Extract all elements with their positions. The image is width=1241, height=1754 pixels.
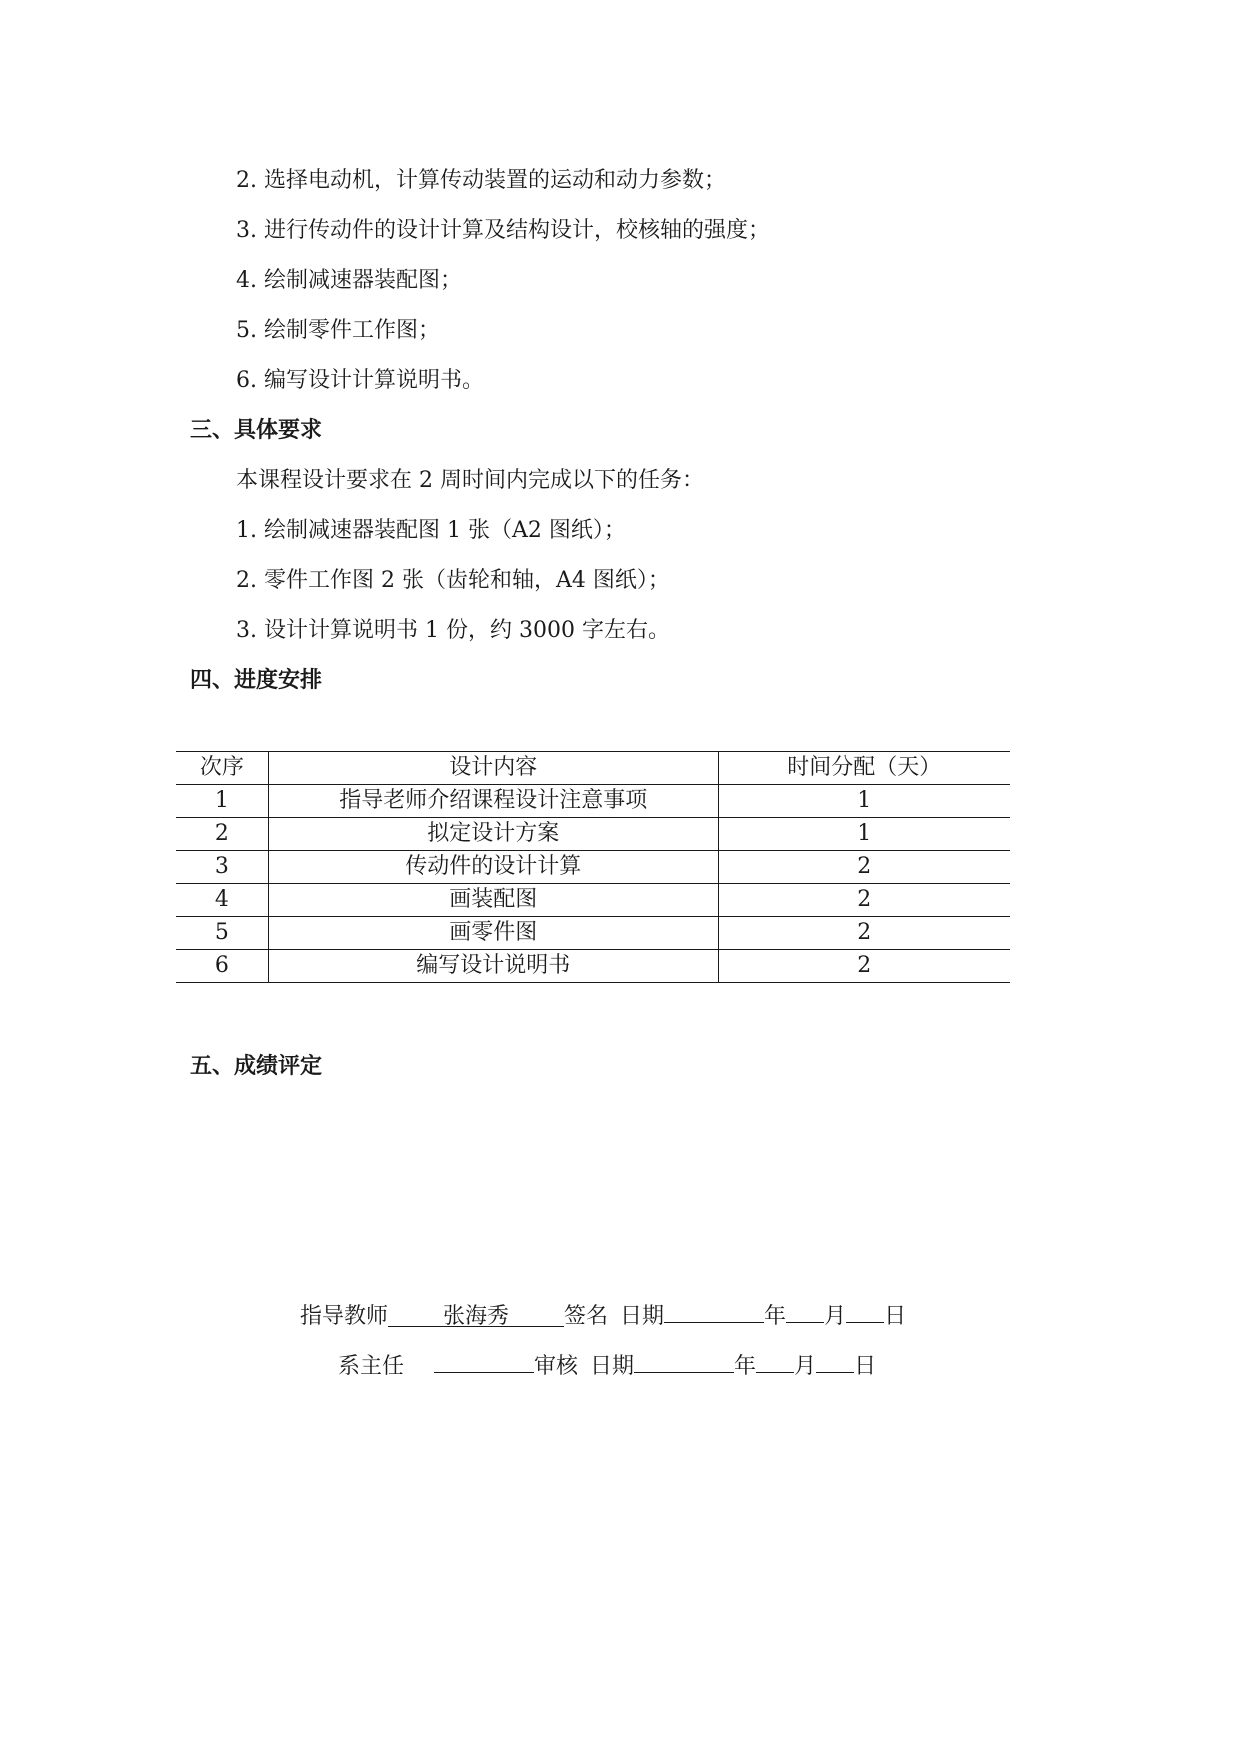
director-label: 系主任 <box>338 1354 405 1379</box>
section4-heading: 四、进度安排 <box>190 668 323 693</box>
teacher-date-label: 日期 <box>620 1304 665 1329</box>
header-content: 设计内容 <box>268 752 718 785</box>
section2-item-3: 3. 进行传动件的设计计算及结构设计，校核轴的强度； <box>236 218 770 243</box>
director-year-blank <box>634 1348 734 1373</box>
table-row <box>176 785 1010 818</box>
cell-seq: 5 <box>176 917 268 950</box>
cell-seq: 1 <box>176 785 268 818</box>
director-month-label: 月 <box>794 1354 817 1379</box>
director-day-label: 日 <box>854 1354 877 1379</box>
teacher-signature-line <box>300 1298 906 1332</box>
cell-seq: 4 <box>176 884 268 917</box>
header-days: 时间分配（天） <box>718 752 1010 785</box>
section2-item-2: 2. 选择电动机，计算传动装置的运动和动力参数； <box>236 168 726 193</box>
sign-label: 签名 <box>564 1304 609 1329</box>
teacher-day-label: 日 <box>884 1304 907 1329</box>
teacher-day-blank <box>846 1298 884 1323</box>
director-month-blank <box>756 1348 794 1373</box>
cell-seq: 2 <box>176 818 268 851</box>
cell-seq: 3 <box>176 851 268 884</box>
teacher-label: 指导教师 <box>300 1304 389 1329</box>
cell-content: 传动件的设计计算 <box>268 851 718 884</box>
teacher-name: 张海秀 <box>443 1304 510 1329</box>
table-row <box>176 950 1010 983</box>
teacher-year-label: 年 <box>764 1304 787 1329</box>
teacher-year-blank <box>664 1298 764 1323</box>
cell-days: 1 <box>718 785 1010 818</box>
cell-days: 1 <box>718 818 1010 851</box>
table-row <box>176 917 1010 950</box>
cell-days: 2 <box>718 851 1010 884</box>
teacher-month-label: 月 <box>824 1304 847 1329</box>
director-signature-line <box>338 1348 876 1382</box>
table-row <box>176 851 1010 884</box>
schedule-table <box>176 751 1010 983</box>
cell-content: 编写设计说明书 <box>268 950 718 983</box>
table-header-row <box>176 752 1010 785</box>
table-row <box>176 884 1010 917</box>
review-label: 审核 <box>534 1354 579 1379</box>
section3-item-1: 1. 绘制减速器装配图 1 张（A2 图纸）； <box>236 518 626 543</box>
cell-days: 2 <box>718 950 1010 983</box>
director-date-label: 日期 <box>590 1354 635 1379</box>
director-year-label: 年 <box>734 1354 757 1379</box>
director-name-blank <box>434 1348 534 1373</box>
section5-heading: 五、成绩评定 <box>190 1054 323 1079</box>
cell-days: 2 <box>718 884 1010 917</box>
cell-content: 画零件图 <box>268 917 718 950</box>
section3-heading: 三、具体要求 <box>190 418 323 443</box>
cell-days: 2 <box>718 917 1010 950</box>
section3-item-3: 3. 设计计算说明书 1 份，约 3000 字左右。 <box>236 618 670 643</box>
section3-intro: 本课程设计要求在 2 周时间内完成以下的任务： <box>236 468 704 493</box>
section2-item-5: 5. 绘制零件工作图； <box>236 318 440 343</box>
cell-content: 指导老师介绍课程设计注意事项 <box>268 785 718 818</box>
cell-content: 拟定设计方案 <box>268 818 718 851</box>
header-seq: 次序 <box>176 752 268 785</box>
teacher-month-blank <box>786 1298 824 1323</box>
section2-item-4: 4. 绘制减速器装配图； <box>236 268 462 293</box>
director-day-blank <box>816 1348 854 1373</box>
cell-content: 画装配图 <box>268 884 718 917</box>
section3-item-2: 2. 零件工作图 2 张（齿轮和轴，A4 图纸）； <box>236 568 670 593</box>
section2-item-6: 6. 编写设计计算说明书。 <box>236 368 484 393</box>
table-row <box>176 818 1010 851</box>
teacher-name-blank <box>388 1302 564 1327</box>
cell-seq: 6 <box>176 950 268 983</box>
